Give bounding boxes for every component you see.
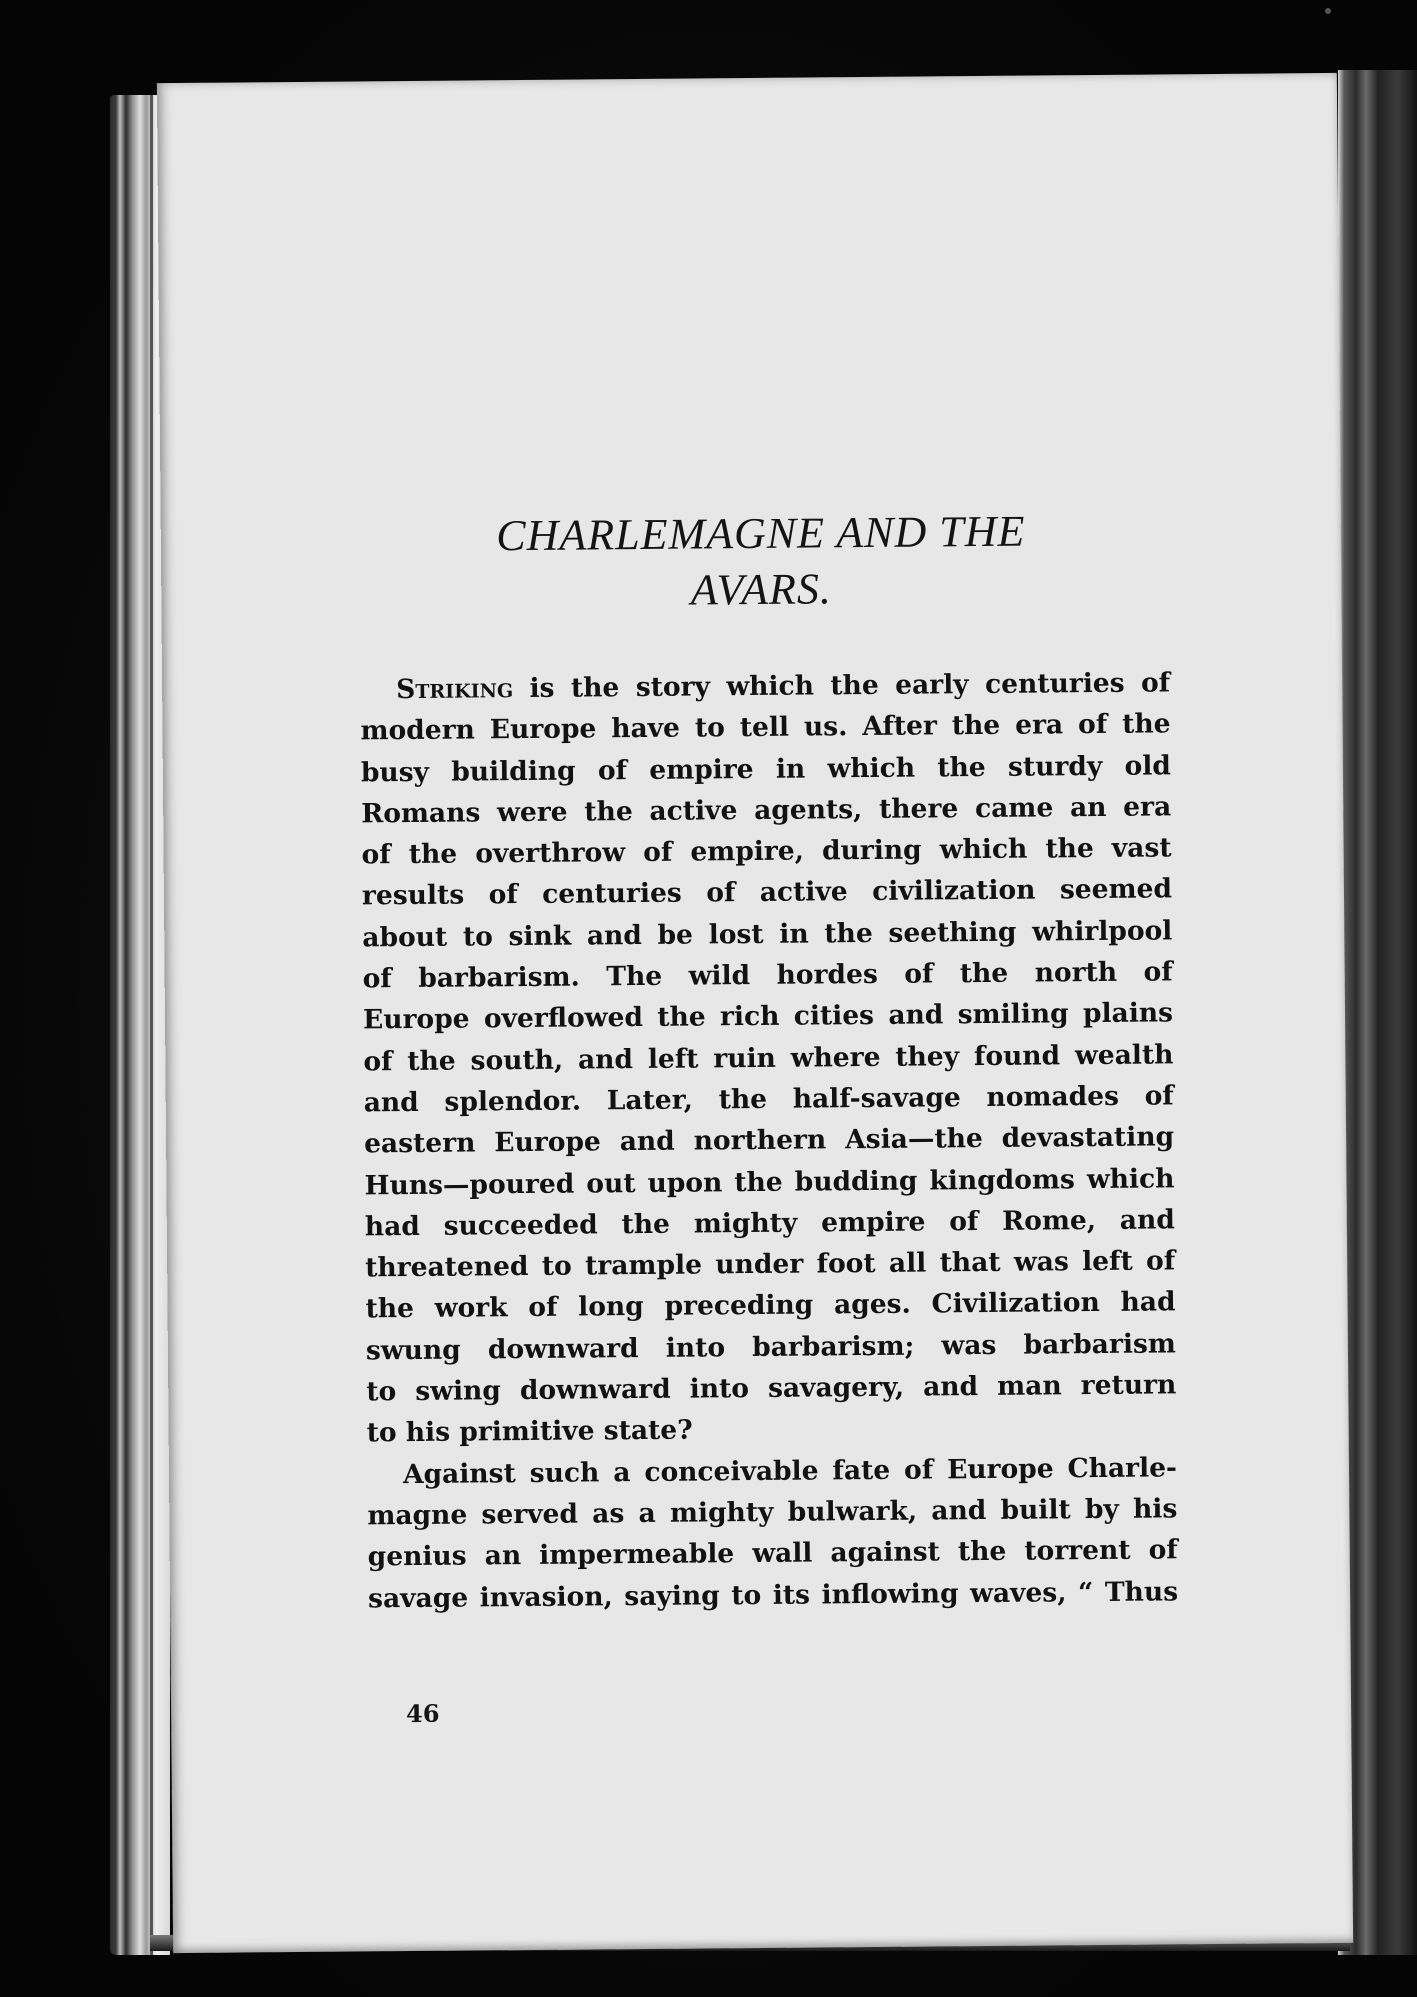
text-line-content: modern Europe have to tell us. After the era of the xyxy=(360,708,1171,747)
text-line xyxy=(365,1240,1175,1288)
body-text xyxy=(360,662,1178,1619)
text-line-content: is the story which the early centuries of xyxy=(512,667,1171,705)
chapter-title xyxy=(411,503,1112,621)
text-line xyxy=(364,1075,1174,1123)
text-line xyxy=(364,1158,1174,1206)
text-line xyxy=(367,1447,1177,1495)
text-line-content: of barbarism. The wild hordes of the north of xyxy=(362,956,1173,995)
text-line-content: Europe overflowed the rich cities and smiling plains xyxy=(362,997,1174,1036)
text-line-content: to swing downward into savagery, and man return xyxy=(366,1369,1177,1408)
text-line xyxy=(365,1199,1175,1247)
text-line-content: had succeeded the mighty empire of Rome, and xyxy=(364,1204,1175,1243)
text-line xyxy=(360,704,1170,752)
paragraph-1 xyxy=(360,662,1177,1454)
text-line xyxy=(367,1488,1177,1536)
text-line-content: to his primitive state? xyxy=(366,1414,693,1449)
text-line xyxy=(363,993,1173,1041)
text-line-content: Romans were the active agents, there came an era xyxy=(361,791,1172,830)
text-line-content: of the south, and left ruin where they found wealth xyxy=(363,1039,1174,1078)
text-line-content: about to sink and be lost in the seething whirlpool xyxy=(362,915,1173,954)
text-line xyxy=(368,1571,1178,1619)
text-line-content: genius an impermeable wall against the torrent of xyxy=(367,1534,1178,1573)
text-line xyxy=(360,662,1170,710)
text-line xyxy=(364,1117,1174,1165)
text-line xyxy=(365,1282,1175,1330)
book-page xyxy=(157,73,1353,1953)
lead-word: Striking xyxy=(396,673,514,706)
text-line xyxy=(361,786,1171,834)
paragraph-2 xyxy=(367,1447,1178,1619)
chapter-title-line-1: CHARLEMAGNE AND THE xyxy=(496,506,1026,561)
scan-speck xyxy=(1325,8,1331,14)
text-line-content: results of centuries of active civilization seemed xyxy=(361,873,1173,912)
text-line-content: and splendor. Later, the half-savage nomades of xyxy=(363,1080,1174,1119)
text-line xyxy=(363,1034,1173,1082)
text-line xyxy=(368,1530,1178,1578)
text-line xyxy=(361,828,1171,876)
text-line-content: magne served as a mighty bulwark, and built by his xyxy=(367,1493,1178,1532)
text-line-content: threatened to trample under foot all that was left of xyxy=(365,1245,1176,1284)
text-line xyxy=(362,910,1172,958)
text-line-content: Against such a conceivable fate of Europe Charle- xyxy=(402,1451,1178,1490)
text-line xyxy=(366,1406,1176,1454)
text-line xyxy=(366,1364,1176,1412)
text-line xyxy=(366,1323,1176,1371)
text-line-content: savage invasion, saying to its inflowing waves, “ Thus xyxy=(367,1575,1179,1614)
text-line-content: busy building of empire in which the sturdy old xyxy=(360,749,1171,789)
page-number: 46 xyxy=(405,1698,440,1729)
text-line xyxy=(362,869,1172,917)
text-line-content: of the overthrow of empire, during which the vast xyxy=(361,832,1172,871)
text-line xyxy=(363,951,1173,999)
chapter-title-line-2: AVARS. xyxy=(690,564,833,615)
text-line-content: Huns—poured out upon the budding kingdoms which xyxy=(364,1162,1175,1201)
text-line-content: eastern Europe and northern Asia—the devastating xyxy=(363,1121,1175,1160)
text-line-content: swung downward into barbarism; was barbarism xyxy=(365,1328,1177,1367)
text-line-content: the work of long preceding ages. Civilization had xyxy=(365,1286,1176,1325)
text-line xyxy=(361,745,1171,793)
